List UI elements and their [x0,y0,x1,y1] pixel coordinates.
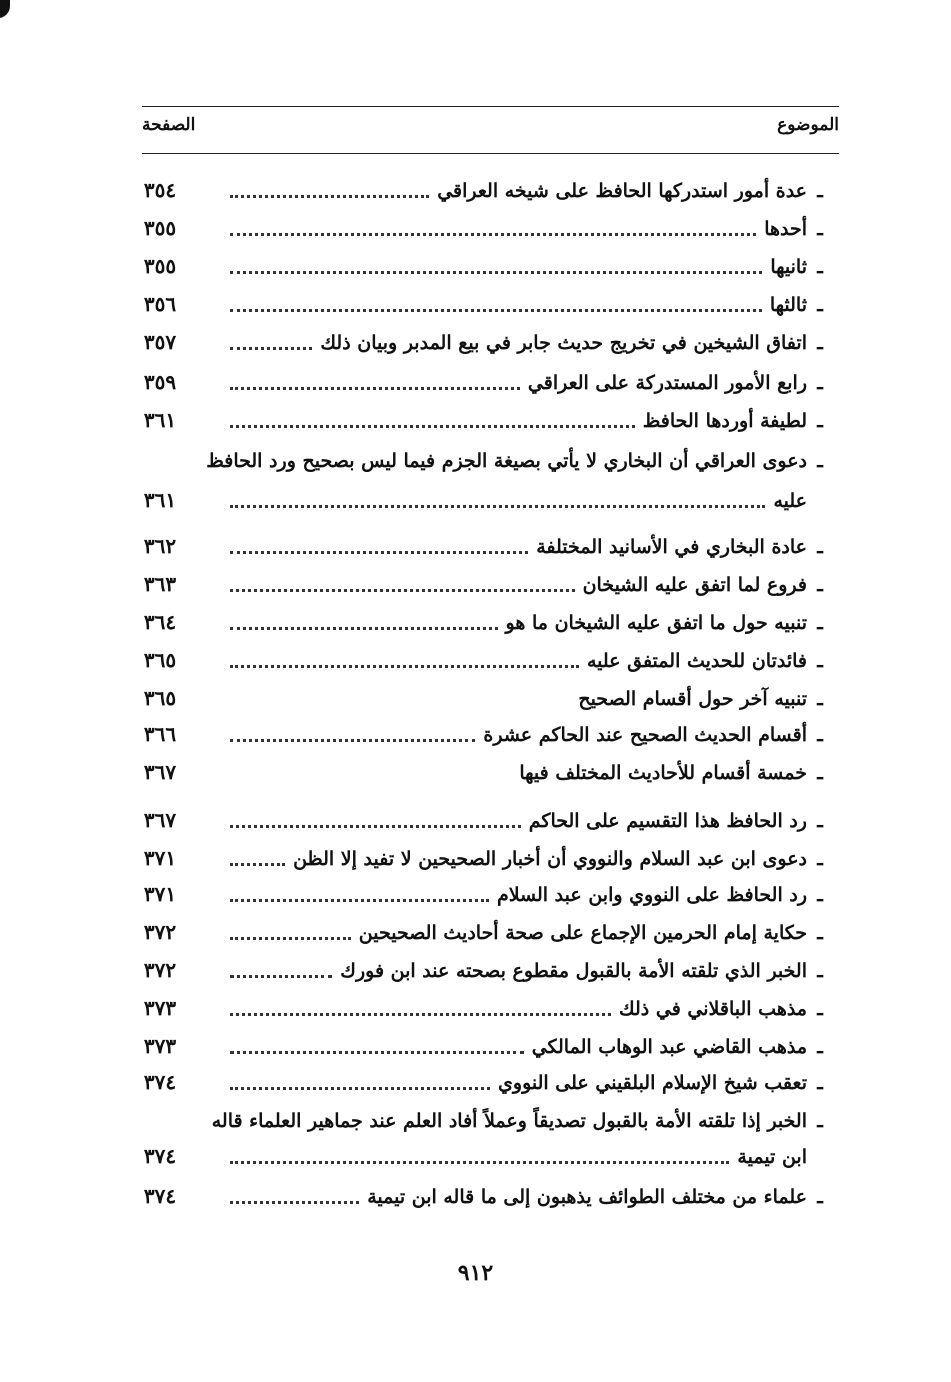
entry-page-number: ٣٧٢ [143,920,177,944]
entry-title: دعوى العراقي أن البخاري لا يأتي بصيغة الجزم فيما ليس بصحيح ورد الحافظ [206,450,807,472]
entry-dash: ـ [817,218,823,240]
entry-line [230,960,829,982]
entry-title: دعوى ابن عبد السلام والنووي أن أخبار الصحيحين لا تفيد إلا الظن [293,848,807,870]
entry-line [230,612,829,634]
toc-entry [132,808,829,840]
dot-leader [230,588,575,592]
toc-entry [132,920,829,952]
entry-line [230,218,829,240]
entry-title: رد الحافظ على النووي وابن عبد السلام [496,884,807,906]
entry-line [230,922,829,944]
entry-title: ثالثها [769,294,807,316]
toc-entry [132,686,829,718]
entry-title: لطيفة أوردها الحافظ [642,410,807,432]
entry-page-number: ٣٥٥ [143,216,177,240]
entry-dash: ـ [817,810,823,832]
entry-page-number: ٣٧٤ [143,1184,177,1208]
entry-line [230,1186,829,1208]
entry-title: عدة أمور استدركها الحافظ على شيخه العراقي [437,180,807,202]
topic-column-label: الموضوع [777,115,839,135]
entry-line [230,332,829,354]
entry-dash: ـ [817,536,823,558]
entry-title: مذهب القاضي عبد الوهاب المالكي [531,1036,807,1058]
entry-line [230,1036,829,1058]
toc-entry [132,330,829,362]
toc-entry [132,178,829,210]
entry-dash: ـ [817,1036,823,1058]
entry-title: الخبر إذا تلقته الأمة بالقبول تصديقاً وعملاً أفاد العلم عند جماهير العلماء قاله [211,1110,807,1132]
entry-line [230,294,829,316]
toc-entry [132,1108,829,1140]
entry-title: علماء من مختلف الطوائف يذهبون إلى ما قاله ابن تيمية [367,1186,807,1208]
entry-title: حكاية إمام الحرمين الإجماع على صحة أحاديث الصحيحين [358,922,807,944]
dot-leader [230,424,635,428]
entry-dash: ـ [817,256,823,278]
entry-title: تنبيه آخر حول أقسام الصحيح [578,688,807,710]
entry-title: فائدتان للحديث المتفق عليه [586,650,807,672]
toc-entry [132,534,829,566]
dot-leader [230,1086,490,1090]
toc-entry [132,722,829,754]
dot-leader [230,779,511,780]
entry-page-number: ٣٦٦ [143,722,177,746]
entry-page-number: ٣٧٤ [143,1070,177,1094]
entry-page-number: ٣٧٣ [143,1034,177,1058]
entry-line [230,490,829,512]
entry-dash: ـ [817,848,823,870]
dot-leader [230,504,765,508]
toc-entry [132,572,829,604]
page-folio-number: ٩١٢ [457,1260,494,1286]
entry-dash: ـ [817,960,823,982]
toc-entry-continuation [132,488,829,520]
entry-title: فروع لما اتفق عليه الشيخان [582,574,807,596]
entry-line [230,256,829,278]
dot-leader [230,898,489,902]
toc-entry-continuation [132,1144,829,1176]
entry-page-number: ٣٧١ [143,846,177,870]
entry-page-number: ٣٥٧ [143,330,177,354]
entry-page-number: ٣٦٧ [143,808,177,832]
entry-dash: ـ [817,1072,823,1094]
dot-leader [230,824,521,828]
entry-dash: ـ [817,762,823,784]
entry-title-continuation: ابن تيمية [737,1146,807,1168]
dot-leader [230,936,351,940]
entry-title: تعقب شيخ الإسلام البلقيني على النووي [498,1072,807,1094]
toc-entry [132,610,829,642]
dot-leader [230,1160,729,1164]
toc-entry [132,882,829,914]
entry-page-number: ٣٧٣ [143,996,177,1020]
toc-entry [132,996,829,1028]
dot-leader [230,1050,524,1054]
dot-leader [230,664,579,668]
toc-entry [132,292,829,324]
entry-title: عادة البخاري في الأسانيد المختلفة [536,536,807,558]
entry-page-number: ٣٦٤ [143,610,177,634]
dot-leader [230,1012,611,1016]
entry-title: رد الحافظ هذا التقسيم على الحاكم [528,810,807,832]
entry-title: ثانيها [770,256,807,278]
toc-entry [132,370,829,402]
entry-line [230,574,829,596]
entry-line [230,1146,829,1168]
toc-entry [132,216,829,248]
toc-entry [132,760,829,792]
dot-leader [230,738,475,742]
entry-page-number: ٣٦١ [143,408,177,432]
entry-page-number: ٣٥٤ [143,178,177,202]
entry-dash: ـ [817,294,823,316]
entry-line [230,810,829,832]
entry-page-number: ٣٥٩ [143,370,177,394]
entry-page-number: ٣٦٧ [143,760,177,784]
entry-page-number: ٣٦٥ [143,648,177,672]
entry-page-number: ٣٦١ [143,488,177,512]
entry-line [206,450,829,472]
toc-entry [132,1184,829,1216]
entry-dash: ـ [817,884,823,906]
entry-title: تنبيه حول ما اتفق عليه الشيخان ما هو [505,612,807,634]
entry-line [230,1072,829,1094]
entry-dash: ـ [817,574,823,596]
dot-leader [230,194,429,198]
page-column-label: الصفحة [142,115,196,135]
entry-title: رابع الأمور المستدركة على العراقي [527,372,807,394]
dot-leader [230,1200,359,1204]
entry-page-number: ٣٧٤ [143,1144,177,1168]
entry-line [230,650,829,672]
entry-title: أحدها [764,218,807,240]
entry-line [230,688,829,710]
entry-title: أقسام الحديث الصحيح عند الحاكم عشرة [483,724,807,746]
toc-entry [132,648,829,680]
entry-dash: ـ [817,922,823,944]
entry-dash: ـ [817,450,823,472]
entry-dash: ـ [817,1110,823,1132]
toc-entry [132,408,829,440]
dot-leader [230,862,285,866]
dot-leader [230,974,332,978]
dot-leader [230,346,312,350]
dot-leader [230,308,762,312]
toc-entry [132,448,829,480]
entry-line [212,1110,829,1132]
entry-page-number: ٣٦٢ [143,534,177,558]
entry-page-number: ٣٧٢ [143,958,177,982]
entry-line [230,536,829,558]
entry-line [230,998,829,1020]
dot-leader [230,232,756,236]
entry-line [230,762,829,784]
entry-title: اتفاق الشيخين في تخريج حديث جابر في بيع المدبر وبيان ذلك [320,332,807,354]
entry-page-number: ٣٦٥ [143,686,177,710]
dot-leader [230,386,520,390]
entry-dash: ـ [817,332,823,354]
dot-leader [230,550,528,554]
dot-leader [230,270,762,274]
entry-page-number: ٣٦٣ [143,572,177,596]
toc-entry [132,1034,829,1066]
entry-title: مذهب الباقلاني في ذلك [619,998,807,1020]
entry-page-number: ٣٧١ [143,882,177,906]
toc-entry [132,846,829,878]
entry-dash: ـ [817,372,823,394]
entry-dash: ـ [817,724,823,746]
entry-dash: ـ [817,180,823,202]
dot-leader [230,705,570,706]
entry-page-number: ٣٥٦ [143,292,177,316]
entry-dash: ـ [817,688,823,710]
entry-line [230,724,829,746]
dot-leader [230,626,498,630]
entry-page-number: ٣٥٥ [143,254,177,278]
toc-entry [132,254,829,286]
toc-entry [132,1070,829,1102]
entry-dash: ـ [817,998,823,1020]
entry-title: خمسة أقسام للأحاديث المختلف فيها [519,762,807,784]
toc-entry [132,958,829,990]
entry-title: الخبر الذي تلقته الأمة بالقبول مقطوع بصحته عند ابن فورك [340,960,807,982]
entry-line [230,884,829,906]
entry-title-continuation: عليه [773,490,807,512]
entry-dash: ـ [817,612,823,634]
entry-line [230,372,829,394]
entry-line [230,180,829,202]
entry-dash: ـ [817,1186,823,1208]
entry-dash: ـ [817,650,823,672]
entry-line [230,410,829,432]
entry-dash: ـ [817,410,823,432]
entry-line [230,848,829,870]
